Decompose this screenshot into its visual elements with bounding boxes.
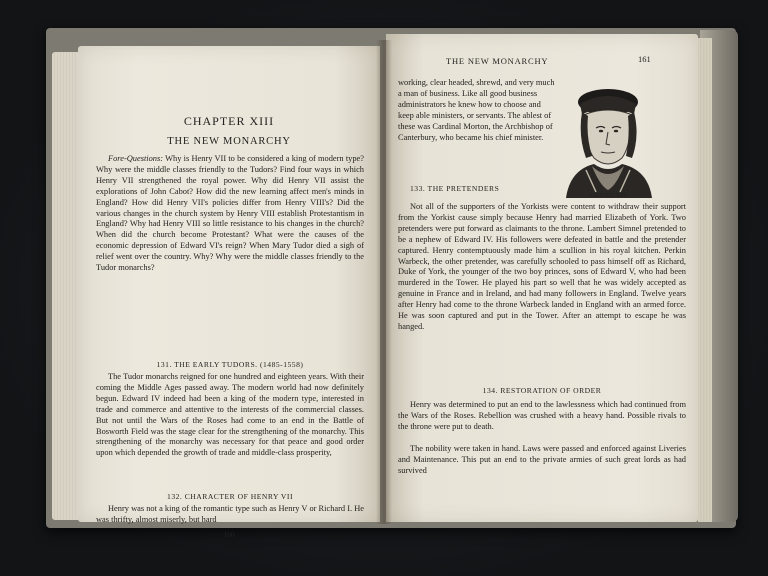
page-number-left: 160 (223, 530, 235, 539)
left-page (78, 46, 380, 539)
section-134-heading: 134. RESTORATION OF ORDER (482, 386, 602, 395)
section-131-heading: 131. THE EARLY TUDORS. (1485-1558) (156, 360, 304, 369)
section-133-heading: 133. THE PRETENDERS (410, 184, 500, 193)
chapter-heading: CHAPTER XIII (183, 114, 275, 128)
section-131-paragraph: The Tudor monarchs reigned for one hundred and eighteen years. With their coming the Middle Ages passed away. The modern world had now definitely begun. Edward IV indeed had been a king of the modern type, interested in trade and commerce and attentive to the interests of the commercial classes. But not until the Wars of the Roses had come to an end in the Battle of Bosworth Field was the stage clear for the strengthening of the monarchy. This strengthening of the monarchy was necessary for that peace and good order upon which depended the growth of trade and middle-class prosperity, (96, 372, 364, 458)
section-134-paragraph-2: The nobility were taken in hand. Laws were passed and enforced against Liveries and Maintenance. This put an end to the private armies of such great lords as had survived (398, 444, 686, 475)
page-number-right: 161 (638, 54, 651, 64)
running-head: THE NEW MONARCHY (446, 56, 549, 66)
portrait-caption: HENRY VII (589, 192, 627, 199)
book-gutter (376, 40, 392, 524)
chapter-title: THE NEW MONARCHY (167, 136, 291, 147)
fore-questions-label: Fore-Questions: (108, 154, 164, 163)
section-134-paragraph-1: Henry was determined to put an end to the lawlessness which had continued from the Wars of the Roses. Rebellion was crushed with a heavy hand. Possible rivals to the throne were put to death. (398, 400, 686, 431)
wrap-paragraph: working, clear headed, shrewd, and very much a man of business. Like all good business administrators he knew how to choose and keep able ministers, or servants. The ablest of these was Cardinal Morton, the Archbishop of Canterbury, who became his chief minister. (398, 78, 555, 142)
henry-vii-portrait (556, 74, 660, 198)
right-page (386, 34, 698, 522)
right-page-edges (698, 38, 712, 522)
section-132-paragraph: Henry was not a king of the romantic type such as Henry V or Richard I. He was thrifty, almost miserly, but hard (96, 504, 364, 524)
section-133-paragraph: Not all of the supporters of the Yorkists were content to withdraw their support from the Yorkist cause simply because Henry had married Elizabeth of York. Two pretenders were put forward as claimants to the throne. Lambert Simnel pretended to be a nephew of Edward IV. His followers were defeated in battle and the pretender captured. Henry contemptuously made him a scullion in his royal kitchen. Perkin Warbeck, the other pretender, was carefully schooled to pass himself off as Richard, Duke of York, the younger of the two boy princes, sons of Edward V, who had been murdered in the Tower. He played his part so well that he was widely accepted as genuine in France and in Ireland, and had many followers in England. Twelve years after Henry had come to the throne Warbeck landed in England with an armed force. He was soon captured and put in the Tower. After an attempt to escape he was hanged. (398, 202, 686, 331)
section-132-heading: 132. CHARACTER OF HENRY VII (167, 492, 293, 501)
left-page-edges (52, 52, 78, 520)
fore-questions-text: Why is Henry VII to be considered a king of modern type? Why were the middle classes friendly to the Tudors? Find four ways in which Henry VII strengthened the royal power. Why did Henry VII assist the explorations of John Cabot? How did the new learning affect men's minds in England? How did Henry VII's policies differ from Henry VIII's? Did the various changes in the church system by Henry VIII establish Protestantism in England? Why had Henry VIII so little resistance to his changes in the church? When did the church become Protestant? What were the causes of the economic depression of Edward VI's reign? When Mary Tudor died a sigh of relief went over the country. Why? Why were the middle classes friendly to the Tudor monarchs? (96, 154, 364, 273)
fore-questions (96, 154, 364, 274)
